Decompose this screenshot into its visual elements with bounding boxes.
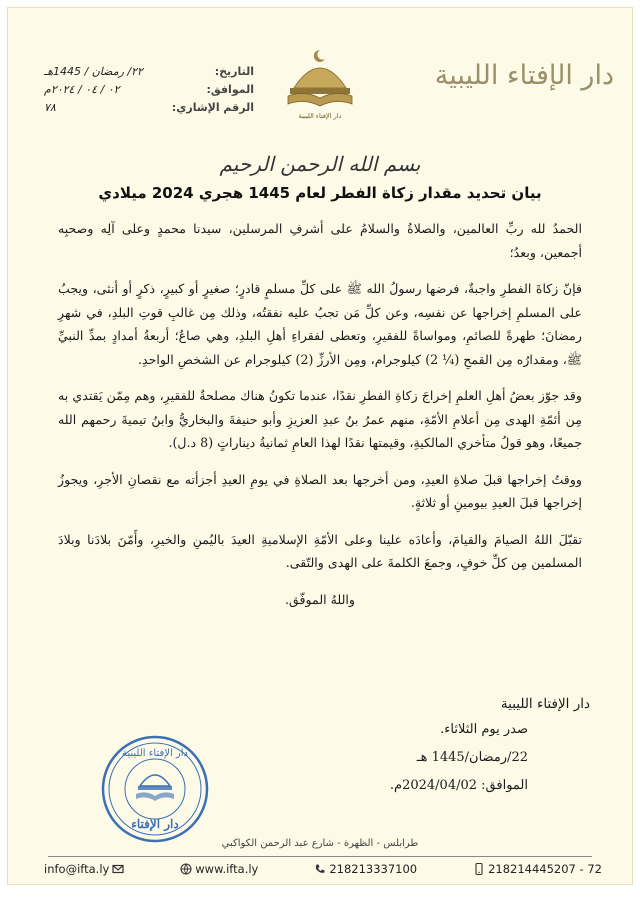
mobile-phone-icon — [473, 863, 485, 875]
document-body — [58, 217, 582, 624]
email-icon — [112, 863, 124, 875]
document-title: بيان تحديد مقدار زكاة الفطر لعام 1445 هجري 2024 ميلادي — [98, 184, 542, 202]
footer-address: طرابلس - الظهرة - شارع عبد الرحمن الكواكبي — [221, 838, 419, 849]
brand-name: دار الإفتاء الليبية — [434, 60, 614, 91]
document-meta — [44, 62, 254, 116]
issue-hijri-date: 22/رمضان/1445 هـ — [416, 750, 528, 765]
footer-divider — [48, 856, 592, 857]
signer-name: دار الإفتاء الليبية — [500, 696, 590, 712]
issue-day: صدر يوم الثلاثاء. — [440, 722, 528, 737]
body-paragraph: ووقتُ إخراجها قبلَ صلاةِ العيدِ، ومن أخرجها بعد الصلاةِ في يومِ العيدِ أجزأته مع نقصانِ الأجرِ، ويجوزُ إخراجها قبلَ العيدِ بيومينِ أو ثلاثةٍ. — [58, 471, 582, 510]
dar-al-ifta-logo — [280, 44, 360, 124]
meta-date-row — [44, 62, 254, 80]
body-paragraph: تقبّلَ اللهُ الصيامَ والقيامَ، وأعادَه علينا وعلى الأمّةِ الإسلاميةِ العيدَ باليُمنِ والخيرِ، وأَمّنَ بلادَنا وبلادَ المسلمين مِن كلِّ خوفٍ، وجمعَ الكلمةَ على الهدى والتّقى. — [58, 531, 582, 570]
globe-icon — [180, 863, 192, 875]
footer-website[interactable] — [180, 862, 258, 876]
email-value: info@ifta.ly — [44, 862, 110, 876]
issue-gregorian-date: الموافق: 2024/04/02م. — [389, 778, 528, 793]
crescent-icon — [314, 50, 325, 62]
meta-label: التاريخ: — [214, 64, 254, 78]
letter-page — [7, 7, 633, 885]
meta-label: الموافق: — [206, 82, 254, 96]
phone-value: 218213337100 — [329, 862, 418, 876]
closing-line: واللهُ الموفّق. — [285, 591, 355, 607]
meta-reference-row — [44, 98, 254, 116]
footer-phone[interactable] — [314, 862, 417, 876]
body-paragraph: الحمدُ لله ربِّ العالمين، والصلاةُ والسلامُ على أشرفِ المرسلين، سيدنا محمدٍ وعلى آلِه وصحبِه أجمعين، وبعدُ؛ — [58, 221, 582, 260]
official-stamp — [100, 734, 210, 844]
meta-value: ٧٨ — [44, 100, 56, 114]
stamp-lettering: دار الإفتاء الليبية — [122, 748, 188, 759]
svg-text:دار الإفتاء: دار الإفتاء — [131, 817, 179, 831]
phone-icon — [314, 863, 326, 875]
mobile-value: 218214445207 - 72 — [488, 862, 602, 876]
website-value: www.ifta.ly — [195, 862, 259, 876]
footer-mobile[interactable] — [473, 862, 602, 876]
basmala: بسم الله الرحمن الرحيم — [219, 152, 421, 176]
issue-block — [390, 716, 528, 800]
body-paragraph: فإنّ زكاةَ الفطرِ واجبةٌ، فرضها رسولُ الله ﷺ على كلِّ مسلمٍ قادرٍ؛ صغيرٍ أو كبيرٍ، ذكرٍ أو أنثى، ويجبُ على المسلمِ إخراجها عن نفسِه، وعن كلِّ مَن تجبُ عليه نفقتُه، وذلك مِن غالبِ قوتِ البلدِ، في شهرِ رمضانَ؛ طهرةً للصائمِ، ومواساةً للفقيرِ، وتعطى لفقراءِ أهلِ البلدِ، وهي صاعٌ؛ أربعةُ أمدادٍ بمدِّ النبيِّ ﷺ، ومقدارُه مِن القمحِ (¼ 2) كيلوجرام، ومِن الأرزِّ (2) كيلوجرام عن الشخصِ الواحدِ. — [58, 281, 582, 367]
footer-email[interactable] — [44, 862, 124, 876]
meta-gregorian-row — [44, 80, 254, 98]
footer-contacts — [44, 862, 602, 876]
meta-value: ٢٢/ رمضان / 1445هـ — [44, 64, 143, 78]
meta-label: الرقم الإشاري: — [171, 100, 254, 114]
logo-caption: دار الإفتاء الليبية — [298, 112, 342, 120]
meta-value: ٠٢ / ٠٤ / ٢٠٢٤م — [44, 82, 120, 96]
body-paragraph: وقد جوّز بعضُ أهلِ العلمِ إخراجَ زكاةِ الفطرِ نقدًا، عندما تكونُ هناك مصلحةٌ للفقيرِ، وهم مِمّن يَقتدي به مِن أئمّةِ الهدى مِن أعلامِ الأمّةِ، منهم عمرُ بنُ عبدِ العزيزِ وأبو حنيفةَ والبخاريُّ وابنُ تيميةَ رحمهم الله جميعًا، وهو قولُ متأخري المالكيةِ، وقيمتها نقدًا لهذا العامِ ثمانيةُ ديناراتٍ (8 د.ل). — [58, 388, 582, 450]
